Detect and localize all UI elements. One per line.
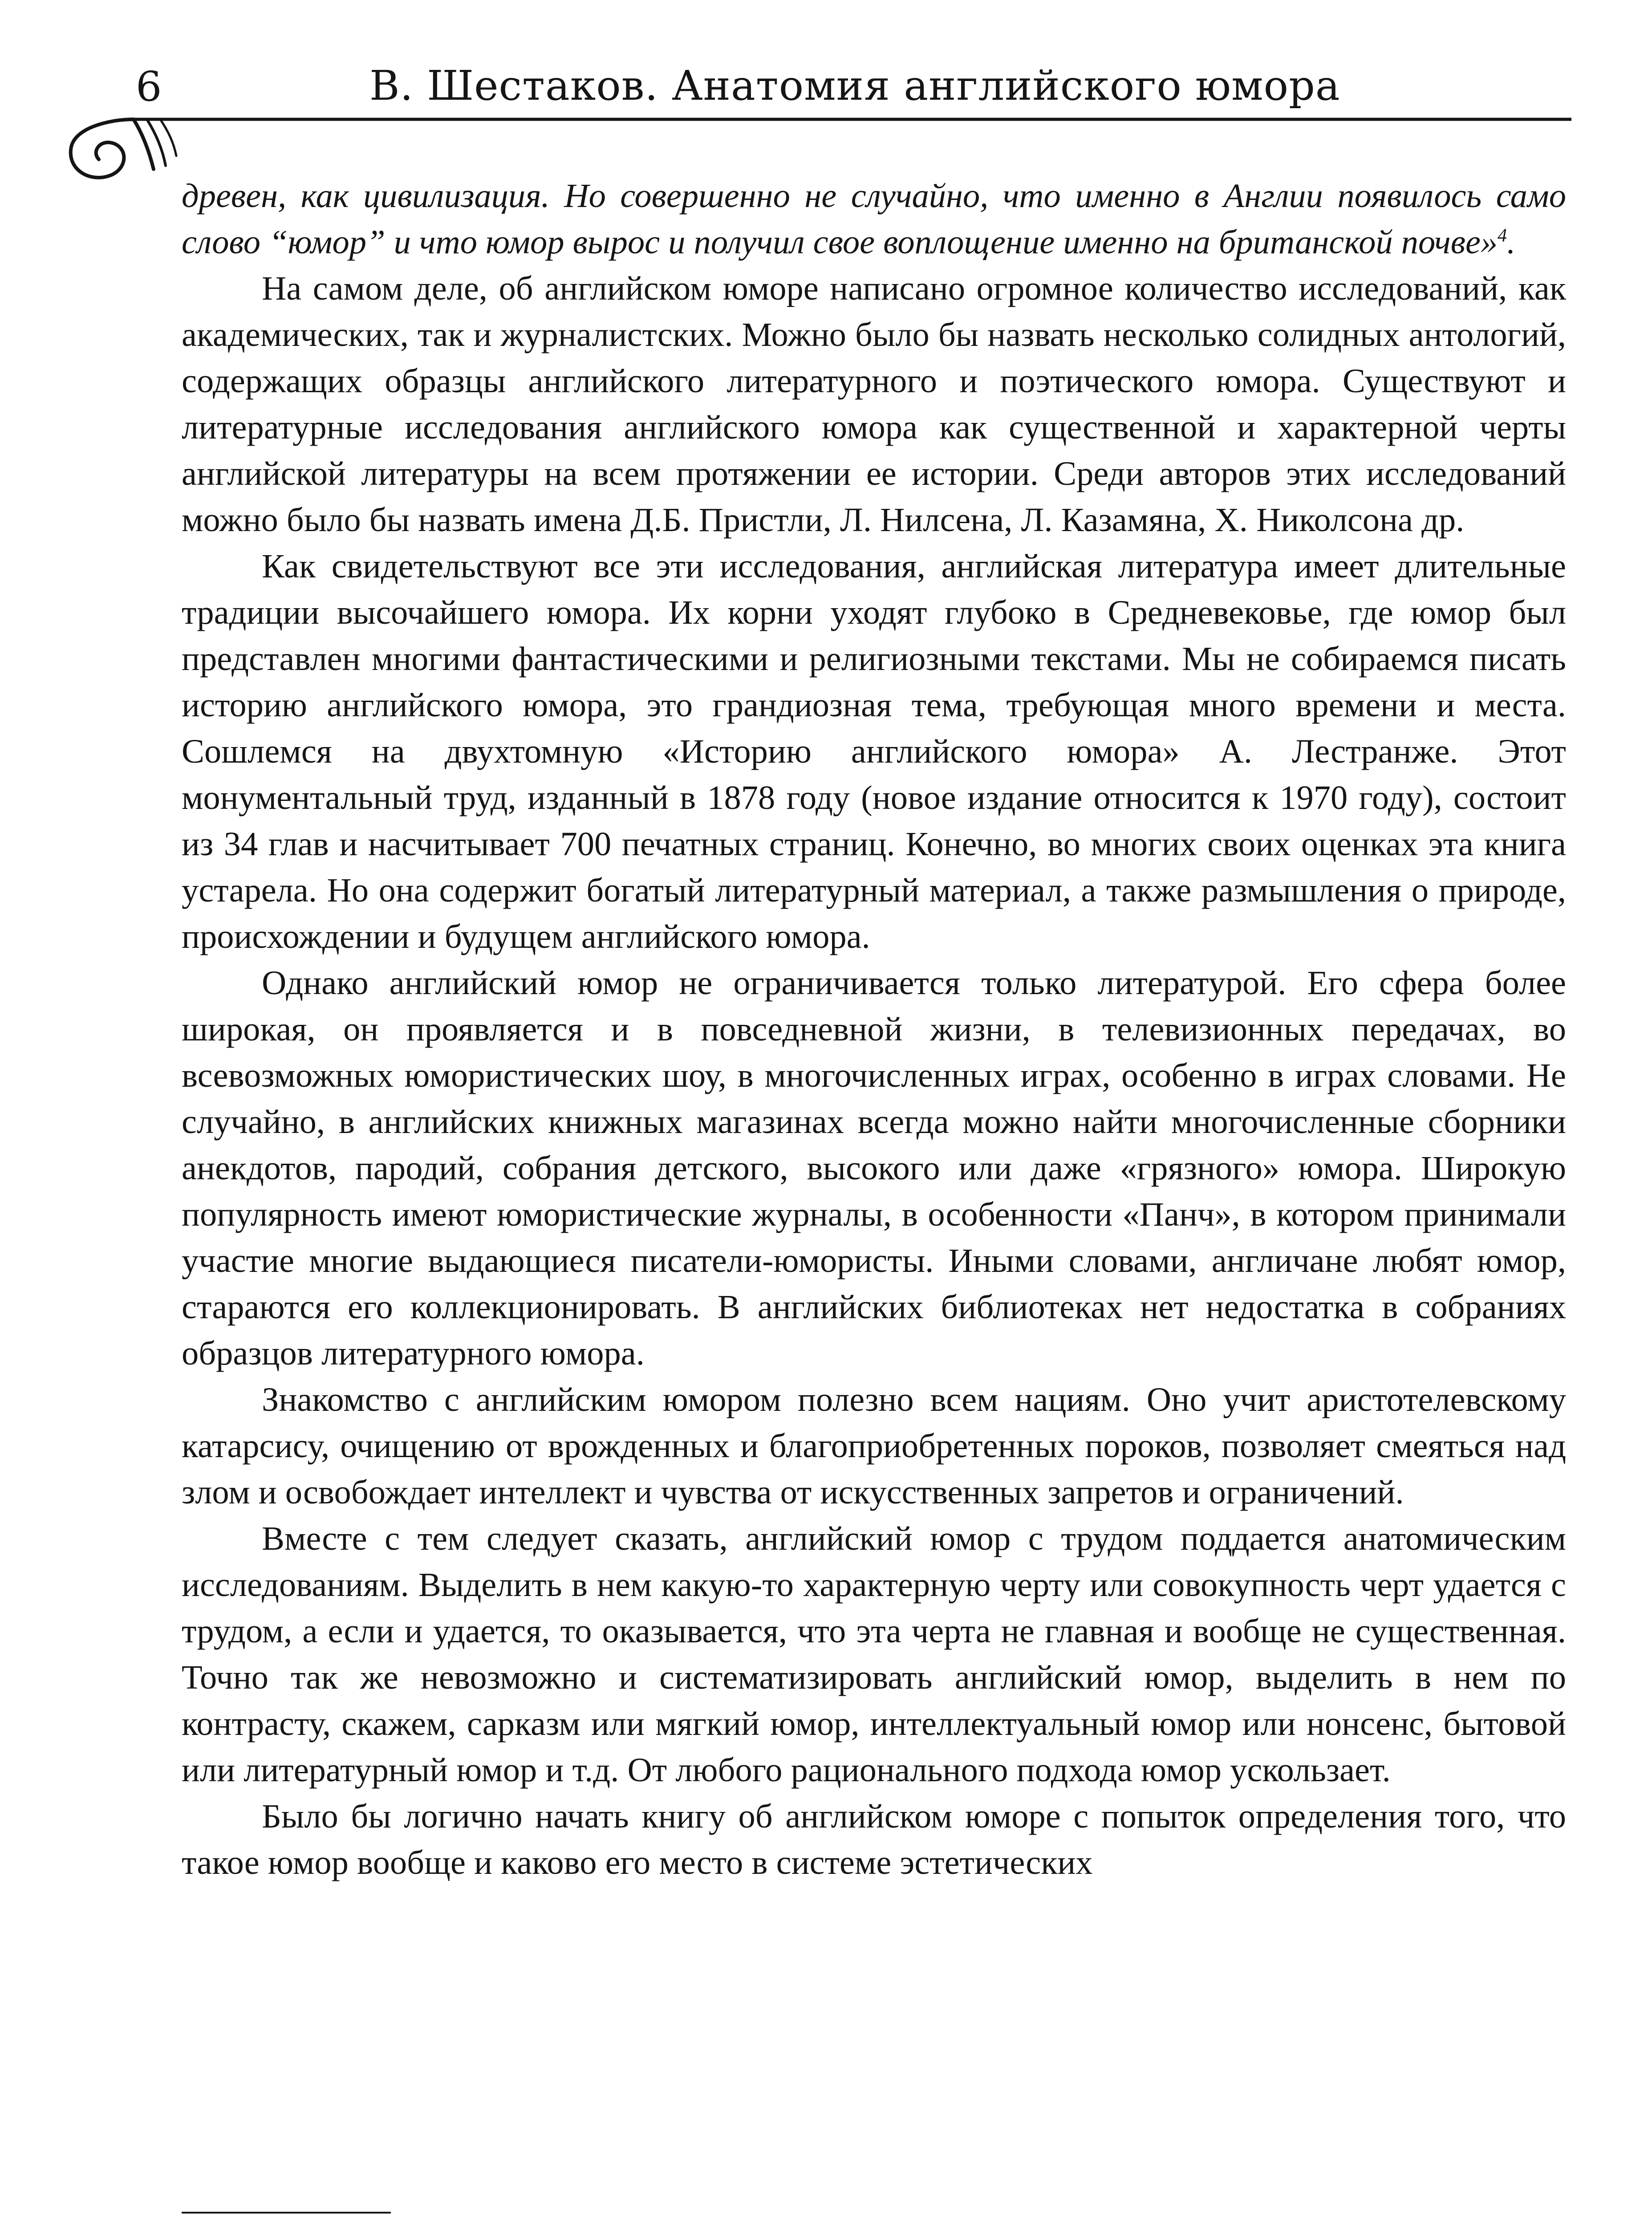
paragraph: Как свидетельствуют все эти исследования, английская литература имеет длительные традиции высочайшего юмора. Их корни уходят глубоко в Средневековье, где юмор был представлен многими фантастическими и религиозными текстами. Мы не собираемся писать историю английского юмора, это грандиозная тема, требующая много времени и места. Сошлемся на двухтомную «Историю английского юмора» А. Лестранже. Этот монументальный труд, изданный в 1878 году (новое издание относится к 1970 году), состоит из 34 глав и насчитывает 700 печатных страниц. Конечно, во многих своих оценках эта книга устарела. Но она содержит богатый литературный материал, а также размышления о природе, происхождении и будущем английского юмора. (182, 547, 1566, 955)
running-title: В. Шестаков. Анатомия английского юмора (369, 62, 1340, 110)
paragraph: Было бы логично начать книгу об английском юморе с попыток определения того, что такое юмор вообще и каково его место в системе эстетических (182, 1797, 1566, 1881)
quote-end: . (1507, 223, 1516, 261)
body-text (182, 173, 1566, 1886)
quote-text: древен, как цивилизация. Но совершенно не случайно, что именно в Англии появилось само слово “юмор” и что юмор вырос и получил свое воплощение именно на британской почве» (182, 177, 1566, 261)
quote-continuation (182, 173, 1566, 265)
paragraph: Вместе с тем следует сказать, английский юмор с трудом поддается анатомическим исследованиям. Выделить в нем какую-то характерную черту или совокупность черт удается с трудом, а если и удается, то оказывается, что эта черта не главная и вообще не существенная. Точно так же невозможно и систематизировать английский юмор, выделить в нем по контрасту, скажем, сарказм или мягкий юмор, интеллектуальный юмор или нонсенс, бытовой или литературный юмор и т.д. От любого рационального подхода юмор ускользает. (182, 1519, 1566, 1789)
paragraph: Знакомство с английским юмором полезно всем нациям. Оно учит аристотелевскому катарсису, очищению от врожденных и благоприобретенных пороков, позволяет смеяться над злом и освобождает интеллект и чувства от искусственных запретов и ограничений. (182, 1381, 1566, 1511)
page-number: 6 (136, 63, 162, 110)
paragraph: На самом деле, об английском юморе написано огромное количество исследований, как академических, так и журналистских. Можно было бы назвать несколько солидных антологий, содержащих образцы английского литературного и поэтического юмора. Существуют и литературные исследования английского юмора как существенной и характерной черты английской литературы на всем протяжении ее истории. Среди авторов этих исследований можно было бы назвать имена Д.Б. Пристли, Л. Нилсена, Л. Казамяна, Х. Николсона др. (182, 269, 1566, 539)
footnote-divider (182, 2212, 391, 2214)
paragraph: Однако английский юмор не ограничивается только литературой. Его сфера более широкая, он проявляется и в повседневной жизни, в телевизионных передачах, во всевозможных юмористических шоу, в многочисленных играх, особенно в играх словами. Не случайно, в английских книжных магазинах всегда можно найти многочисленные сборники анекдотов, пародий, собрания детского, высокого или даже «грязного» юмора. Широкую популярность имеют юмористические журналы, в особенности «Панч», в котором принимали участие многие выдающиеся писатели-юмористы. Иными словами, англичане любят юмор, стараются его коллекционировать. В английских библиотеках нет недостатка в собраниях образцов литературного юмора. (182, 964, 1566, 1372)
footnote-reference: 4 (1498, 225, 1507, 246)
